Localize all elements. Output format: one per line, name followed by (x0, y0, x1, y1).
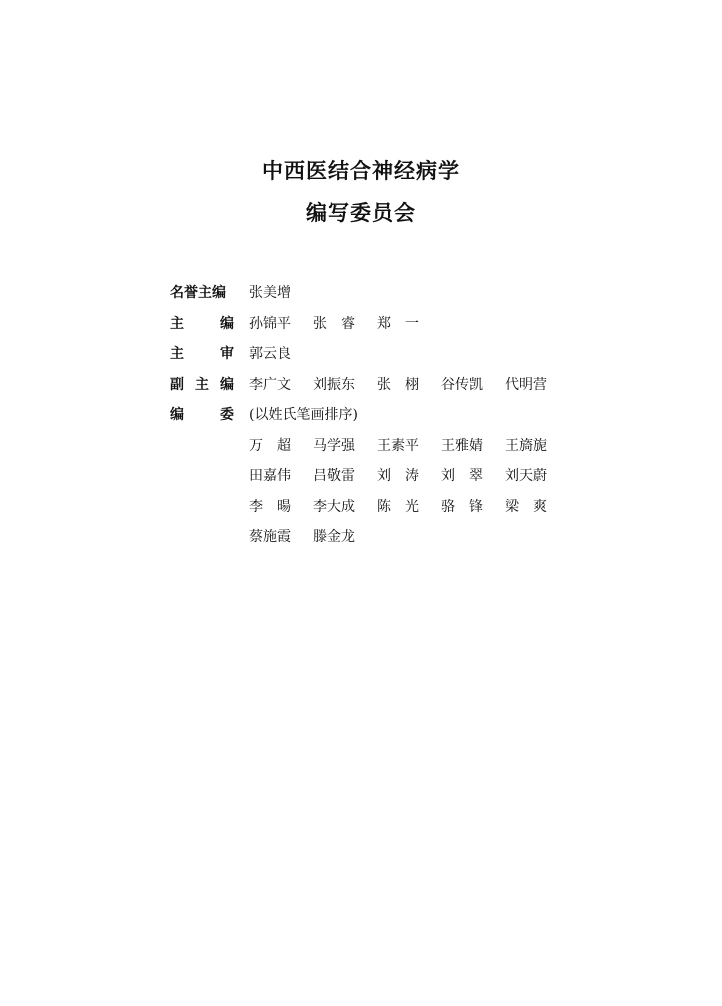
person-name: 孙锦平 (249, 315, 291, 332)
names-list (249, 431, 569, 462)
ordering-note: (以姓氏笔画排序) (249, 407, 358, 423)
editor-row (170, 431, 590, 462)
person-name: 刘 翠 (441, 468, 483, 484)
role-label-chief-editor (170, 309, 234, 340)
role-label-char: 主 (170, 346, 184, 362)
person-name: 代明营 (505, 376, 547, 393)
person-name: 李 暘 (249, 498, 291, 515)
role-label-char: 审 (220, 346, 234, 362)
person-name: 张美增 (249, 285, 291, 301)
person-name: 王素平 (377, 437, 419, 454)
person-name: 郑 一 (377, 315, 419, 332)
role-label-char: 编 (220, 376, 234, 393)
roster-row-chief-reviewer (170, 339, 590, 370)
names-list (249, 339, 313, 370)
names-list (249, 400, 358, 431)
role-label-text: 名誉主编 (170, 285, 226, 301)
person-name: 滕金龙 (313, 529, 355, 545)
roster-row-associate-editor (170, 370, 590, 401)
names-list (249, 278, 313, 309)
title-block (0, 150, 722, 234)
names-list (249, 522, 377, 553)
editor-row (170, 492, 590, 523)
person-name: 骆 锋 (441, 498, 483, 515)
person-name: 刘 涛 (377, 468, 419, 484)
person-name: 张 睿 (313, 315, 355, 332)
role-label-char: 主 (195, 376, 209, 393)
role-label-chief-reviewer (170, 339, 234, 370)
person-name: 郭云良 (249, 346, 291, 362)
names-list (249, 492, 569, 523)
role-label-char: 主 (170, 315, 184, 332)
person-name: 王旖旎 (505, 437, 547, 454)
role-label-char: 副 (170, 376, 184, 393)
names-list (249, 370, 569, 401)
person-name: 万 超 (249, 437, 291, 454)
person-name: 马学强 (313, 437, 355, 454)
person-name: 吕敬雷 (313, 468, 355, 484)
person-name: 刘振东 (313, 376, 355, 393)
roster-row-chief-editor (170, 309, 590, 340)
committee-title: 编写委员会 (306, 201, 416, 225)
person-name: 张 栩 (377, 376, 419, 393)
roster-row-editorial-board (170, 400, 590, 431)
role-label-char: 编 (220, 315, 234, 332)
editor-row (170, 522, 590, 553)
role-label-honorary-chief-editor (170, 278, 234, 309)
person-name: 陈 光 (377, 498, 419, 515)
person-name: 谷传凯 (441, 376, 483, 393)
person-name: 田嘉伟 (249, 468, 291, 484)
committee-roster (170, 278, 590, 553)
names-list (249, 461, 569, 492)
role-label-associate-editor (170, 370, 234, 401)
person-name: 蔡施霞 (249, 529, 291, 545)
person-name: 李大成 (313, 498, 355, 515)
person-name: 刘天蔚 (505, 468, 547, 484)
names-list (249, 309, 441, 340)
roster-row-honorary-chief-editor (170, 278, 590, 309)
editor-row (170, 461, 590, 492)
person-name: 梁 爽 (505, 498, 547, 515)
person-name: 王雅婧 (441, 437, 483, 454)
role-label-editorial-board (170, 400, 234, 431)
person-name: 李广文 (249, 376, 291, 393)
role-label-char: 编 (170, 407, 184, 423)
role-label-char: 委 (220, 407, 234, 423)
book-title: 中西医结合神经病学 (262, 159, 460, 183)
